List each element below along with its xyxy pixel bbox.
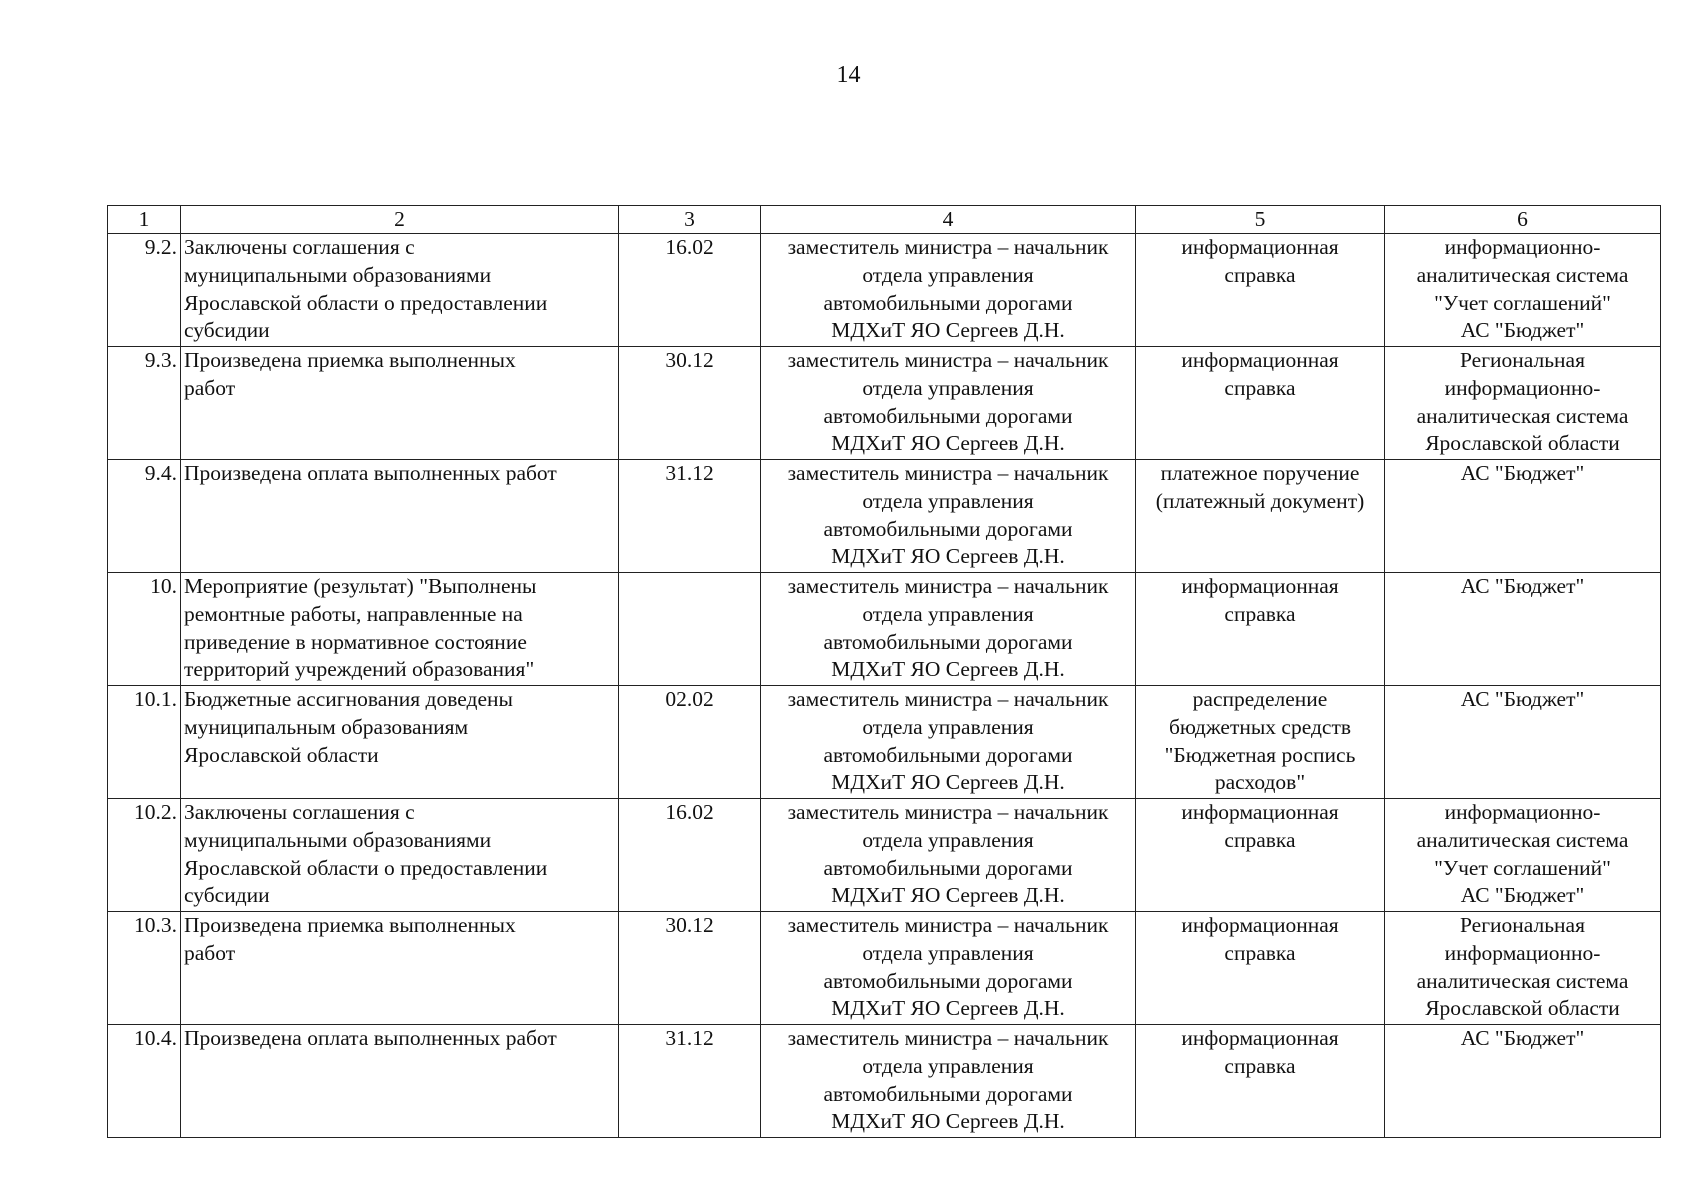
header-row bbox=[108, 206, 1661, 234]
confirming-document: информационная справка bbox=[1136, 347, 1385, 460]
measure-text: Произведена оплата выполненных работ bbox=[181, 1025, 619, 1138]
confirming-document: информационная справка bbox=[1136, 234, 1385, 347]
page-number: 14 bbox=[836, 62, 861, 88]
deadline-date bbox=[619, 573, 761, 686]
column-header-5: 5 bbox=[1136, 206, 1385, 234]
table-row bbox=[108, 347, 1661, 460]
table-row bbox=[108, 234, 1661, 347]
deadline-date: 30.12 bbox=[619, 912, 761, 1025]
measures-table bbox=[107, 205, 1661, 1138]
deadline-date: 31.12 bbox=[619, 1025, 761, 1138]
information-system: информационно- аналитическая система "Учет соглашений" АС "Бюджет" bbox=[1385, 799, 1661, 912]
information-system: Региональная информационно- аналитическая система Ярославской области bbox=[1385, 347, 1661, 460]
row-number: 10.4. bbox=[108, 1025, 181, 1138]
column-header-4: 4 bbox=[761, 206, 1136, 234]
column-header-2: 2 bbox=[181, 206, 619, 234]
information-system: АС "Бюджет" bbox=[1385, 573, 1661, 686]
table-row bbox=[108, 686, 1661, 799]
row-number: 9.4. bbox=[108, 460, 181, 573]
measure-text: Мероприятие (результат) "Выполнены ремонтные работы, направленные на приведение в нормативное состояние территорий учреждений образования" bbox=[181, 573, 619, 686]
deadline-date: 16.02 bbox=[619, 234, 761, 347]
responsible-person: заместитель министра – начальник отдела управления автомобильными дорогами МДХиТ ЯО Сергеев Д.Н. bbox=[761, 573, 1136, 686]
measure-text: Заключены соглашения с муниципальными образованиями Ярославской области о предоставлении субсидии bbox=[181, 799, 619, 912]
row-number: 10.3. bbox=[108, 912, 181, 1025]
row-number: 10.1. bbox=[108, 686, 181, 799]
responsible-person: заместитель министра – начальник отдела управления автомобильными дорогами МДХиТ ЯО Сергеев Д.Н. bbox=[761, 460, 1136, 573]
information-system: АС "Бюджет" bbox=[1385, 1025, 1661, 1138]
responsible-person: заместитель министра – начальник отдела управления автомобильными дорогами МДХиТ ЯО Сергеев Д.Н. bbox=[761, 686, 1136, 799]
table-body bbox=[108, 234, 1661, 1138]
deadline-date: 16.02 bbox=[619, 799, 761, 912]
confirming-document: информационная справка bbox=[1136, 799, 1385, 912]
responsible-person: заместитель министра – начальник отдела управления автомобильными дорогами МДХиТ ЯО Сергеев Д.Н. bbox=[761, 234, 1136, 347]
information-system: АС "Бюджет" bbox=[1385, 686, 1661, 799]
measure-text: Произведена оплата выполненных работ bbox=[181, 460, 619, 573]
deadline-date: 30.12 bbox=[619, 347, 761, 460]
responsible-person: заместитель министра – начальник отдела управления автомобильными дорогами МДХиТ ЯО Сергеев Д.Н. bbox=[761, 912, 1136, 1025]
column-header-1: 1 bbox=[108, 206, 181, 234]
responsible-person: заместитель министра – начальник отдела управления автомобильными дорогами МДХиТ ЯО Сергеев Д.Н. bbox=[761, 799, 1136, 912]
row-number: 9.3. bbox=[108, 347, 181, 460]
table-row bbox=[108, 912, 1661, 1025]
column-header-6: 6 bbox=[1385, 206, 1661, 234]
confirming-document: распределение бюджетных средств "Бюджетная роспись расходов" bbox=[1136, 686, 1385, 799]
measure-text: Заключены соглашения с муниципальными образованиями Ярославской области о предоставлении субсидии bbox=[181, 234, 619, 347]
deadline-date: 31.12 bbox=[619, 460, 761, 573]
table-row bbox=[108, 1025, 1661, 1138]
measure-text: Произведена приемка выполненных работ bbox=[181, 912, 619, 1025]
measure-text: Бюджетные ассигнования доведены муниципальным образованиям Ярославской области bbox=[181, 686, 619, 799]
information-system: Региональная информационно- аналитическая система Ярославской области bbox=[1385, 912, 1661, 1025]
responsible-person: заместитель министра – начальник отдела управления автомобильными дорогами МДХиТ ЯО Сергеев Д.Н. bbox=[761, 347, 1136, 460]
confirming-document: информационная справка bbox=[1136, 912, 1385, 1025]
confirming-document: платежное поручение (платежный документ) bbox=[1136, 460, 1385, 573]
responsible-person: заместитель министра – начальник отдела управления автомобильными дорогами МДХиТ ЯО Сергеев Д.Н. bbox=[761, 1025, 1136, 1138]
table-header bbox=[108, 206, 1661, 234]
information-system: информационно- аналитическая система "Учет соглашений" АС "Бюджет" bbox=[1385, 234, 1661, 347]
row-number: 10.2. bbox=[108, 799, 181, 912]
table-row bbox=[108, 799, 1661, 912]
measure-text: Произведена приемка выполненных работ bbox=[181, 347, 619, 460]
row-number: 9.2. bbox=[108, 234, 181, 347]
column-header-3: 3 bbox=[619, 206, 761, 234]
confirming-document: информационная справка bbox=[1136, 1025, 1385, 1138]
row-number: 10. bbox=[108, 573, 181, 686]
confirming-document: информационная справка bbox=[1136, 573, 1385, 686]
table-row bbox=[108, 460, 1661, 573]
information-system: АС "Бюджет" bbox=[1385, 460, 1661, 573]
table-row bbox=[108, 573, 1661, 686]
deadline-date: 02.02 bbox=[619, 686, 761, 799]
